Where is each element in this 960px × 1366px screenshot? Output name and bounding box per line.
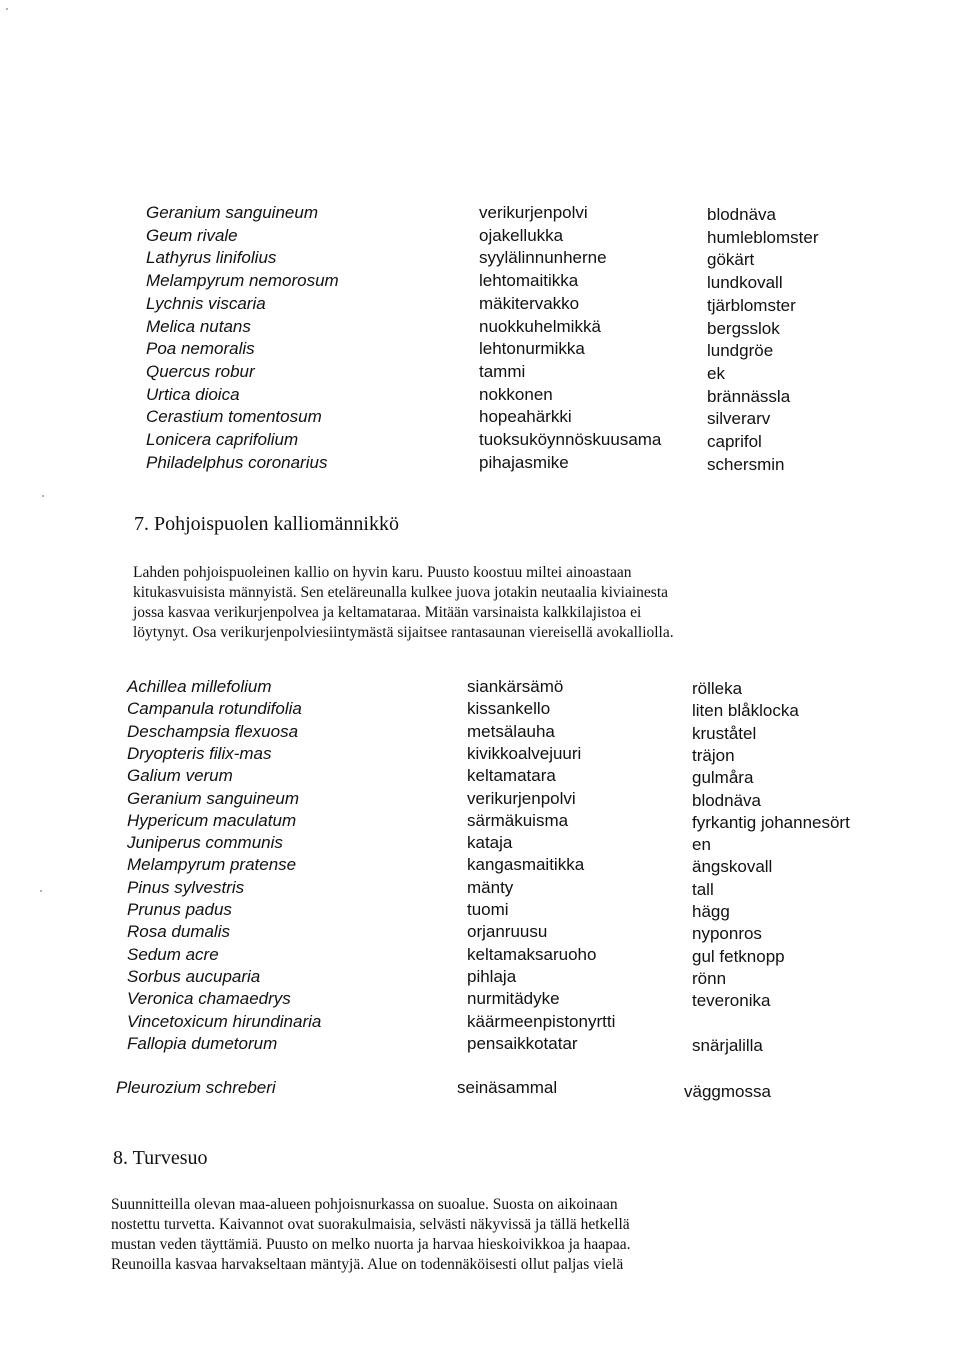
latin-name: Sorbus aucuparia	[127, 966, 261, 986]
latin-name: Melica nutans	[146, 316, 251, 336]
species-row	[0, 921, 960, 943]
swedish-name: rönn	[692, 968, 727, 988]
section-8-heading: 8. Turvesuo	[113, 1147, 208, 1169]
swedish-name: humleblomster	[707, 227, 819, 247]
swedish-name: rölleka	[692, 679, 743, 698]
section-7-heading: 7. Pohjoispuolen kalliomännikkö	[134, 513, 399, 535]
latin-name: Geum rivale	[146, 225, 238, 245]
swedish-name: blodnäva	[692, 790, 762, 810]
latin-name: Galium verum	[127, 766, 233, 786]
species-row	[0, 743, 960, 765]
swedish-name: gul fetknopp	[692, 946, 785, 966]
swedish-name: snärjalilla	[692, 1035, 763, 1055]
swedish-name: fyrkantig johannesört	[692, 812, 850, 832]
latin-name: Philadelphus coronarius	[146, 452, 328, 472]
finnish-name: keltamatara	[467, 766, 556, 786]
species-row	[0, 788, 960, 810]
latin-name: Lychnis viscaria	[146, 293, 266, 313]
swedish-name: träjon	[692, 745, 735, 765]
scan-speck	[42, 495, 44, 497]
finnish-name: nokkonen	[479, 384, 553, 404]
swedish-name: teveronika	[692, 991, 771, 1011]
latin-name: Fallopia dumetorum	[127, 1033, 278, 1053]
swedish-name: ek	[707, 363, 725, 383]
species-row	[0, 698, 960, 720]
finnish-name: syylälinnunherne	[479, 248, 607, 268]
finnish-name: tuomi	[467, 900, 509, 919]
paragraph-line: kitukasvuisista männyistä. Sen eteläreunalla kulkee juova jotakin neutaalia kiviainesta	[133, 584, 669, 601]
swedish-name: schersmin	[707, 454, 785, 474]
paragraph-line: Suunnitteilla olevan maa-alueen pohjoisnurkassa on suoalue. Suosta on aikoinaan	[111, 1196, 618, 1213]
swedish-name: caprifol	[707, 432, 762, 451]
latin-name: Hypericum maculatum	[127, 810, 297, 830]
finnish-name: metsälauha	[467, 721, 555, 741]
latin-name: Veronica chamaedrys	[127, 989, 291, 1009]
finnish-name: tammi	[479, 361, 526, 381]
latin-name: Poa nemoralis	[146, 339, 255, 359]
swedish-name: blodnäva	[707, 205, 777, 224]
finnish-name: kataja	[467, 833, 513, 853]
moss-row	[0, 1078, 960, 1102]
swedish-name: nyponros	[692, 924, 762, 944]
finnish-name: lehtomaitikka	[479, 271, 579, 291]
finnish-name: tuoksuköynnöskuusama	[479, 430, 662, 449]
swedish-name: gulmåra	[692, 768, 754, 788]
swedish-name: kruståtel	[692, 723, 757, 743]
swedish-name: en	[692, 835, 711, 855]
finnish-name: nurmitädyke	[467, 989, 560, 1009]
finnish-name: ojakellukka	[479, 225, 564, 245]
species-row	[0, 877, 960, 899]
paragraph-line: jossa kasvaa verikurjenpolvea ja keltamataraa. Mitään varsinaista kalkkilajistoa ei	[133, 604, 642, 621]
latin-name: Geranium sanguineum	[127, 788, 299, 808]
species-row	[0, 832, 960, 854]
moss-finnish-name: seinäsammal	[457, 1078, 558, 1097]
latin-name: Melampyrum pratense	[127, 855, 297, 875]
species-row	[0, 966, 960, 988]
latin-name: Cerastium tomentosum	[146, 407, 322, 427]
species-row	[0, 1011, 960, 1033]
paragraph-line: Lahden pohjoispuoleinen kallio on hyvin karu. Puusto koostuu miltei ainoastaan	[133, 564, 632, 581]
swedish-name: hägg	[692, 902, 730, 921]
finnish-name: verikurjenpolvi	[479, 203, 588, 222]
finnish-name: orjanruusu	[467, 922, 548, 942]
swedish-name: liten blåklocka	[692, 701, 799, 721]
species-row	[0, 899, 960, 921]
finnish-name: pihlaja	[467, 966, 517, 986]
finnish-name: verikurjenpolvi	[467, 788, 576, 808]
latin-name: Pinus sylvestris	[127, 877, 245, 897]
section-8-paragraph	[111, 1195, 631, 1275]
swedish-name: tjärblomster	[707, 295, 796, 315]
swedish-name: lundgröe	[707, 341, 774, 361]
species-row	[0, 854, 960, 876]
latin-name: Urtica dioica	[146, 384, 240, 404]
swedish-name: bergsslok	[707, 318, 780, 338]
latin-name: Geranium sanguineum	[146, 203, 318, 222]
species-row	[0, 676, 960, 698]
species-row	[0, 810, 960, 832]
species-row	[0, 765, 960, 787]
latin-name: Prunus padus	[127, 900, 232, 919]
paragraph-line: nostettu turvetta. Kaivannot ovat suorakulmaisia, selvästi näkyvissä ja tällä hetkellä	[111, 1216, 630, 1233]
latin-name: Juniperus communis	[127, 833, 283, 853]
paragraph-line: mustan veden täyttämiä. Puusto on melko nuorta ja harvaa hieskoivikkoa ja haapaa.	[111, 1236, 631, 1253]
scan-speck	[40, 890, 42, 892]
finnish-name: käärmeenpistonyrtti	[467, 1011, 616, 1031]
species-row	[0, 1033, 960, 1055]
latin-name: Melampyrum nemorosum	[146, 271, 339, 291]
finnish-name: keltamaksaruoho	[467, 944, 597, 964]
finnish-name: siankärsämö	[467, 677, 564, 696]
swedish-name: tall	[692, 879, 714, 899]
finnish-name: pihajasmike	[479, 452, 569, 472]
scan-speck	[6, 8, 8, 10]
latin-name: Dryopteris filix-mas	[127, 743, 272, 763]
finnish-name: kissankello	[467, 699, 551, 719]
swedish-name: ängskovall	[692, 857, 773, 877]
moss-swedish-name: väggmossa	[684, 1082, 771, 1101]
finnish-name: särmäkuisma	[467, 810, 569, 830]
species-row	[0, 988, 960, 1010]
finnish-name: lehtonurmikka	[479, 339, 585, 359]
species-row	[0, 721, 960, 743]
finnish-name: kangasmaitikka	[467, 855, 585, 875]
latin-name: Quercus robur	[146, 361, 255, 381]
swedish-name: lundkovall	[707, 273, 783, 293]
latin-name: Campanula rotundifolia	[127, 699, 302, 719]
species-row	[0, 944, 960, 966]
finnish-name: mäkitervakko	[479, 293, 580, 313]
finnish-name: hopeahärkki	[479, 407, 572, 427]
latin-name: Rosa dumalis	[127, 922, 230, 942]
paragraph-line: Reunoilla kasvaa harvakseltaan mäntyjä. Alue on todennäköisesti ollut paljas vielä	[111, 1256, 624, 1273]
finnish-name: mänty	[467, 877, 514, 897]
latin-name: Lonicera caprifolium	[146, 430, 299, 449]
latin-name: Sedum acre	[127, 944, 219, 964]
latin-name: Lathyrus linifolius	[146, 248, 277, 268]
latin-name: Achillea millefolium	[127, 677, 272, 696]
finnish-name: nuokkuhelmikkä	[479, 316, 601, 336]
finnish-name: pensaikkotatar	[467, 1033, 578, 1053]
latin-name: Deschampsia flexuosa	[127, 721, 299, 741]
finnish-name: kivikkoalvejuuri	[467, 743, 582, 763]
paragraph-line: löytynyt. Osa verikurjenpolviesiintymästä sijaitsee rantasaunan viereisellä avokalliolla.	[133, 624, 674, 641]
swedish-name: silverarv	[707, 409, 771, 429]
latin-name: Vincetoxicum hirundinaria	[127, 1011, 322, 1031]
swedish-name: brännässla	[707, 386, 791, 406]
moss-latin-name: Pleurozium schreberi	[116, 1078, 276, 1097]
swedish-name: gökärt	[707, 250, 755, 270]
